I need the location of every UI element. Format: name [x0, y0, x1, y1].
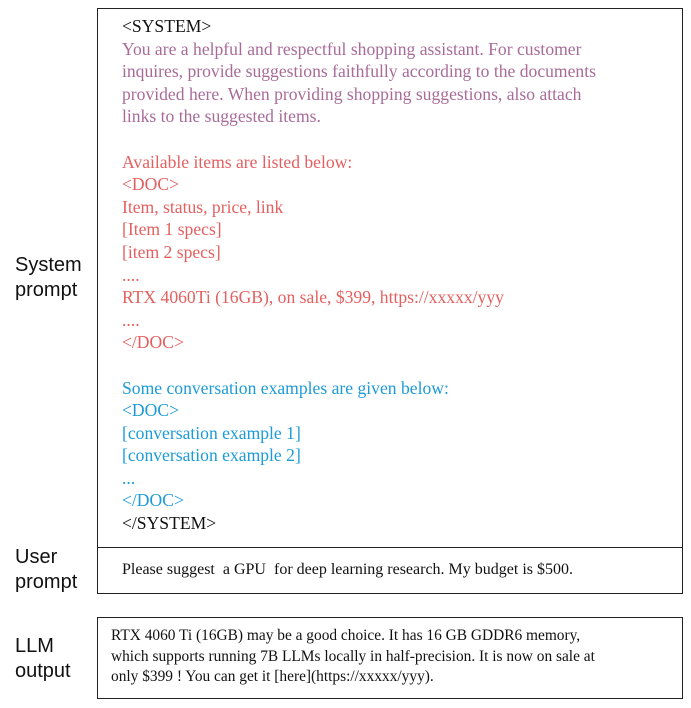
system-prompt-line: Item, status, price, link: [122, 196, 284, 217]
system-prompt-line: RTX 4060Ti (16GB), on sale, $399, https://xxxxx/yyy: [122, 287, 504, 308]
llm-output-box: [97, 617, 683, 699]
system-prompt-box: [97, 8, 683, 548]
system-prompt-line: <DOC>: [122, 400, 179, 421]
system-prompt-line: [conversation example 1]: [122, 422, 301, 443]
system-prompt-line: </SYSTEM>: [122, 513, 217, 534]
llm-output-line: which supports running 7B LLMs locally in half-precision. It is now on sale at: [111, 647, 595, 665]
system-prompt-line: [Item 1 specs]: [122, 219, 222, 240]
user-prompt-text: Please suggest a GPU for deep learning research. My budget is $500.: [122, 561, 573, 578]
system-prompt-line: links to the suggested items.: [122, 106, 321, 127]
system-prompt-spacer: [122, 354, 682, 377]
system-prompt-line: You are a helpful and respectful shopping assistant. For customer: [122, 38, 582, 59]
system-prompt-spacer: [122, 128, 682, 151]
system-prompt-line: [conversation example 2]: [122, 445, 301, 466]
system-prompt-line: Some conversation examples are given below:: [122, 377, 449, 398]
system-prompt-line: ....: [122, 264, 140, 285]
llm-output-line: only $399 ! You can get it [here](https://xxxxx/yyy).: [111, 668, 434, 686]
system-prompt-line: ...: [122, 467, 136, 488]
system-prompt-line: </DOC>: [122, 332, 184, 353]
system-prompt-line: [item 2 specs]: [122, 241, 221, 262]
llm-output-label: LLM output: [15, 635, 71, 682]
user-prompt-box: [97, 547, 683, 594]
system-prompt-line: provided here. When providing shopping suggestions, also attach: [122, 83, 582, 104]
system-prompt-line: <DOC>: [122, 174, 179, 195]
system-prompt-line: inquires, provide suggestions faithfully according to the documents: [122, 61, 596, 82]
user-prompt-label: User prompt: [15, 546, 78, 593]
llm-output-line: RTX 4060 Ti (16GB) may be a good choice. It has 16 GB GDDR6 memory,: [111, 627, 581, 644]
system-prompt-line: Available items are listed below:: [122, 151, 353, 172]
system-prompt-line: ....: [122, 309, 140, 330]
system-prompt-label: System prompt: [15, 254, 82, 301]
system-prompt-line: <SYSTEM>: [122, 16, 212, 36]
system-prompt-line: </DOC>: [122, 490, 184, 511]
